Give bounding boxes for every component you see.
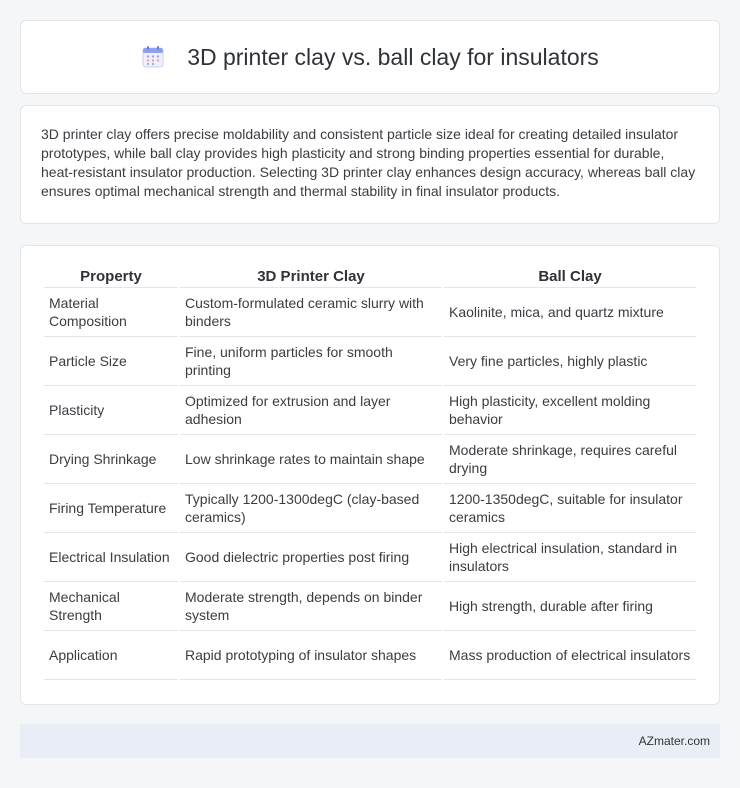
table-header-row [44, 264, 696, 288]
cell-property: Electrical Insulation [44, 533, 178, 582]
summary-text: 3D printer clay offers precise moldability and consistent particle size ideal for creating detailed insulator prototypes, while ball clay provides high plasticity and strong binding properties essential for durable, heat-resistant insulator production. Selecting 3D printer clay enhances design accuracy, whereas ball clay ensures optimal mechanical strength and thermal stability in final insulator products. [41, 126, 696, 199]
summary-card [20, 105, 720, 224]
table-row [44, 337, 696, 386]
cell-3d-printer-clay: Optimized for extrusion and layer adhesion [180, 386, 442, 435]
cell-property: Drying Shrinkage [44, 435, 178, 484]
cell-3d-printer-clay: Low shrinkage rates to maintain shape [180, 435, 442, 484]
title-card [20, 20, 720, 94]
cell-3d-printer-clay: Typically 1200-1300degC (clay-based ceramics) [180, 484, 442, 533]
cell-ball-clay: Mass production of electrical insulators [444, 631, 696, 680]
table-row [44, 582, 696, 631]
footer-brand-link[interactable]: AZmater.com [638, 734, 710, 748]
cell-ball-clay: Kaolinite, mica, and quartz mixture [444, 288, 696, 337]
cell-3d-printer-clay: Rapid prototyping of insulator shapes [180, 631, 442, 680]
table-row [44, 631, 696, 680]
comparison-table [42, 264, 698, 680]
column-header-3d-printer-clay: 3D Printer Clay [180, 264, 442, 288]
cell-property: Application [44, 631, 178, 680]
table-row [44, 484, 696, 533]
table-row [44, 435, 696, 484]
column-header-ball-clay: Ball Clay [444, 264, 696, 288]
cell-ball-clay: High strength, durable after firing [444, 582, 696, 631]
cell-ball-clay: Very fine particles, highly plastic [444, 337, 696, 386]
cell-3d-printer-clay: Moderate strength, depends on binder system [180, 582, 442, 631]
cell-3d-printer-clay: Custom-formulated ceramic slurry with binders [180, 288, 442, 337]
cell-property: Material Composition [44, 288, 178, 337]
cell-3d-printer-clay: Good dielectric properties post firing [180, 533, 442, 582]
cell-property: Mechanical Strength [44, 582, 178, 631]
table-row [44, 288, 696, 337]
cell-3d-printer-clay: Fine, uniform particles for smooth printing [180, 337, 442, 386]
footer [20, 724, 720, 758]
calendar-icon [141, 45, 165, 69]
table-row [44, 386, 696, 435]
page-title: 3D printer clay vs. ball clay for insulators [187, 43, 599, 70]
table-row [44, 533, 696, 582]
cell-property: Plasticity [44, 386, 178, 435]
cell-property: Particle Size [44, 337, 178, 386]
cell-ball-clay: High electrical insulation, standard in insulators [444, 533, 696, 582]
cell-ball-clay: High plasticity, excellent molding behavior [444, 386, 696, 435]
cell-ball-clay: 1200-1350degC, suitable for insulator ceramics [444, 484, 696, 533]
cell-property: Firing Temperature [44, 484, 178, 533]
comparison-table-card [20, 245, 720, 705]
cell-ball-clay: Moderate shrinkage, requires careful drying [444, 435, 696, 484]
column-header-property: Property [44, 264, 178, 288]
